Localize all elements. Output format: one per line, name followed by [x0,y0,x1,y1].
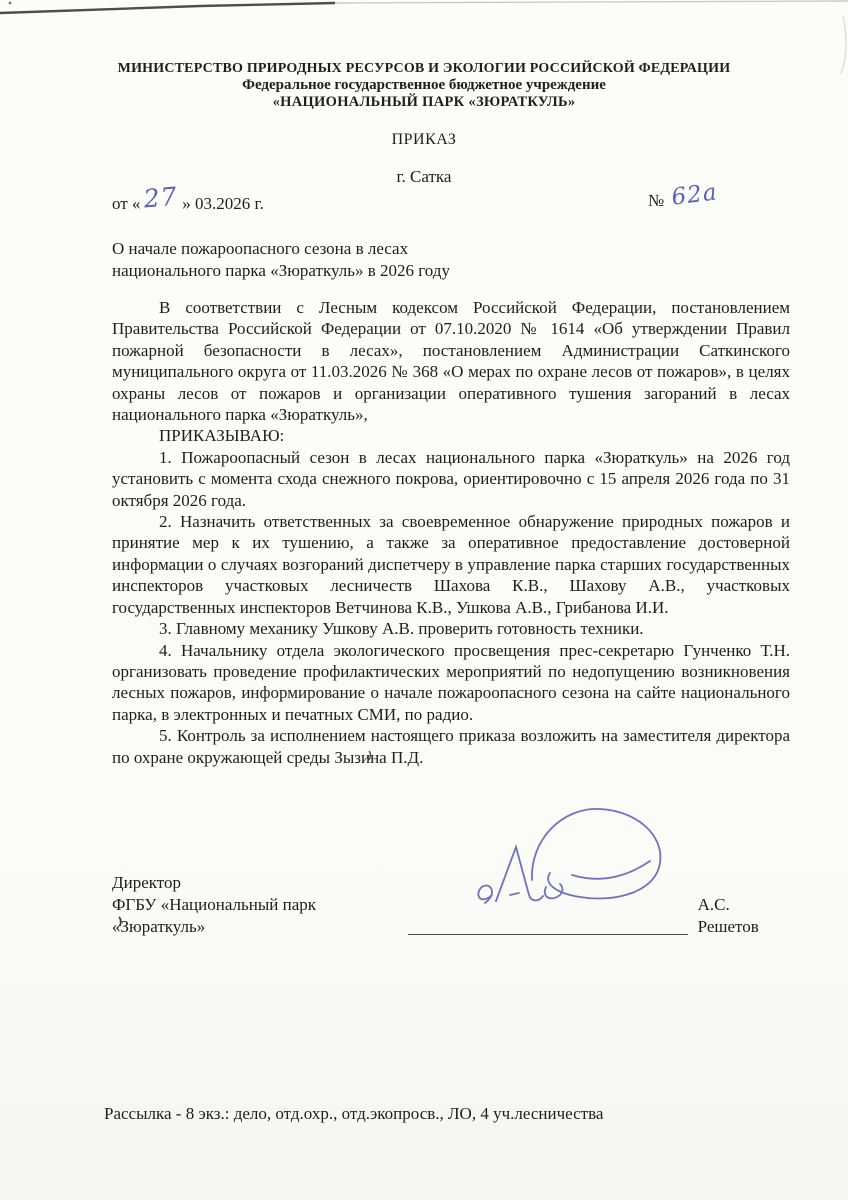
order-item: 2. Назначить ответственных за своевременное обнаружение природных пожаров и принятие мер к их тушению, а также за оперативное предоставление достоверной информации о случаях возгораний диспетчеру в управление парка старших государственных инспекторов участковых лесничеств Шахова К.В., Шахову А.В., участковых государственных инспекторов Ветчинова К.В., Ушкова А.В., Грибанова И.И. [112,512,790,617]
signature-block [112,872,790,938]
date-suffix: » 03.2026 г. [182,194,264,213]
ministry-name: МИНИСТЕРСТВО ПРИРОДНЫХ РЕСУРСОВ И ЭКОЛОГИИ РОССИЙСКОЙ ФЕДЕРАЦИИ [117,61,731,76]
date-prefix: от « [112,194,141,213]
number-label: № [648,191,665,210]
order-number [648,179,722,212]
park-name: «НАЦИОНАЛЬНЫЙ ПАРК «ЗЮРАТКУЛЬ» [272,94,576,110]
order-body [112,297,790,768]
handwritten-number: 62а [670,179,720,211]
handwritten-day: 27 [143,181,180,214]
signer-position-line1: Директор [112,873,181,892]
subject-line-1: О начале пожароопасного сезона в лесах [112,239,409,258]
order-item: 5. Контроль за исполнением настоящего приказа возложить на заместителя директора по охране окружающей среды Зызина П.Д. [112,726,790,767]
intro-paragraph: В соответствии с Лесным кодексом Российской Федерации, постановлением Правительства Российской Федерации от 07.10.2020 № 1614 «Об утверждении Правил пожарной безопасности в лесах», постановлением Администрации Саткинского муниципального округа от 11.03.2026 № 368 «О мерах по охране лесов от пожаров», в целях охраны лесов от пожаров и организации оперативного тушения загораний в лесах национального парка «Зюраткуль», [112,298,790,425]
order-item: 3. Главному механику Ушкову А.В. проверить готовность техники. [159,619,644,639]
date-line [112,181,264,215]
institution-type: Федеральное государственное бюджетное учреждение [242,77,606,93]
city-line: г. Сатка [396,167,452,186]
order-item: 4. Начальнику отдела экологического просвещения прес-секретарю Гунченко Т.Н. организовать проведение профилактических мероприятий по недопущению возникновения лесных пожаров, информирование о начале пожароопасного сезона на сайте национального парка, в электронных и печатных СМИ, по радио. [112,640,790,724]
distribution-note: Рассылка - 8 экз.: дело, отд.охр., отд.экопросв., ЛО, 4 уч.лесничества [104,1104,604,1123]
signer-position-line2: ФГБУ «Национальный парк «Зюраткуль» [112,895,317,936]
signature-line [408,920,688,935]
subject-block [112,238,672,282]
letterhead [0,60,848,111]
subject-line-2: национального парка «Зюраткуль» в 2026 году [112,261,450,280]
orders-heading: ПРИКАЗЫВАЮ: [159,426,285,446]
order-item: 1. Пожароопасный сезон в лесах национального парка «Зюраткуль» на 2026 год установить с момента схода снежного покрова, ориентировочно с 15 апреля 2026 года по 31 октября 2026 года. [112,447,790,510]
signer-name: А.С. Решетов [697,895,759,936]
doc-type-title: ПРИКАЗ [391,131,457,148]
